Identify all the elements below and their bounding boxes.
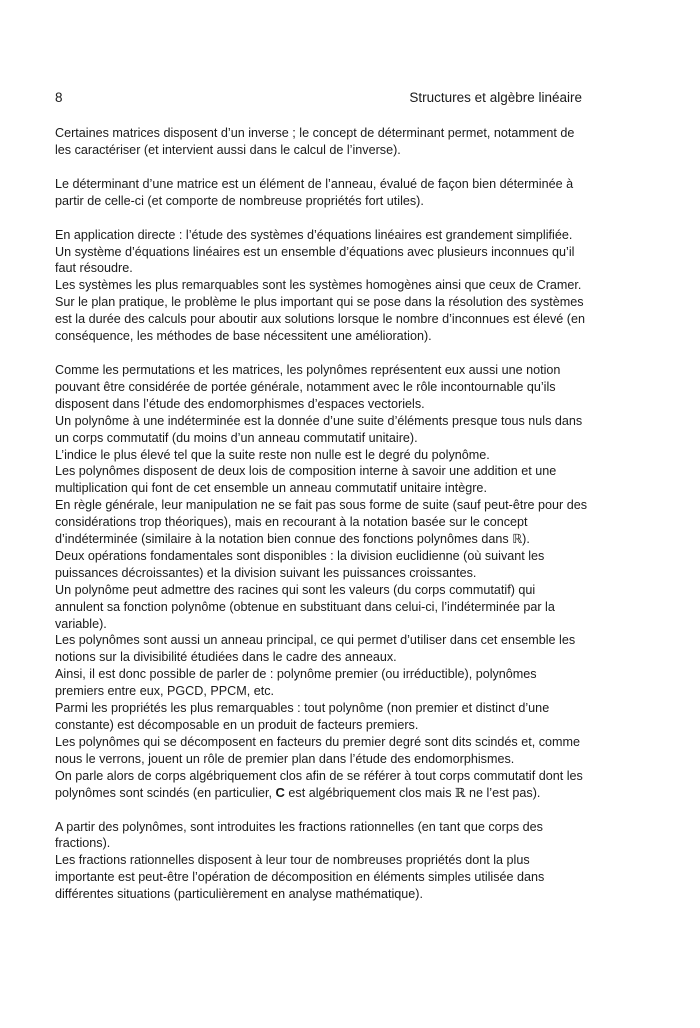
text-line: notions sur la divisibilité étudiées dans le cadre des anneaux. <box>55 650 397 665</box>
text-line: Les fractions rationnelles disposent à leur tour de nombreuses propriétés dont la plus <box>55 853 530 868</box>
real-numbers-symbol: ℝ <box>455 784 466 800</box>
page-body <box>55 125 595 920</box>
mixed-line-text: ne l’est pas). <box>465 785 541 800</box>
mixed-line-text: polynômes sont scindés (en particulier, <box>55 785 276 800</box>
text-line: En règle générale, leur manipulation ne se fait pas sous forme de suite (sauf peut-être pour des <box>55 498 588 513</box>
text-line: fractions). <box>55 836 111 851</box>
paragraph <box>55 227 595 345</box>
text-line: Les polynômes qui se décomposent en facteurs du premier degré sont dits scindés et, comme <box>55 734 581 749</box>
text-line: Parmi les propriétés les plus remarquables : tout polynôme (non premier et distinct d’une <box>55 701 550 716</box>
text-line: En application directe : l’étude des systèmes d’équations linéaires est grandement simplifiée. <box>55 227 573 242</box>
text-line: nous le verrons, jouent un rôle de premier plan dans l’étude des endomorphismes. <box>55 751 515 766</box>
text-line: Les polynômes sont aussi un anneau principal, ce qui permet d’utiliser dans cet ensemble les <box>55 633 576 648</box>
running-title: Structures et algèbre linéaire <box>409 90 582 105</box>
paragraph <box>55 819 595 904</box>
text-line: différentes situations (particulièrement en analyse mathématique). <box>55 887 423 902</box>
text-line: pouvant être considérée de portée générale, notamment avec le rôle incontournable qu’ils <box>55 379 556 394</box>
paragraph <box>55 125 595 159</box>
text-line: variable). <box>55 616 107 631</box>
text-line: Un système d’équations linéaires est un ensemble d’équations avec plusieurs inconnues qu’il <box>55 244 575 259</box>
text-line: Le déterminant d’une matrice est un élément de l’anneau, évalué de façon bien déterminée à <box>55 176 574 191</box>
text-line: L’indice le plus élevé tel que la suite reste non nulle est le degré du polynôme. <box>55 447 490 462</box>
text-line: Les polynômes disposent de deux lois de composition interne à savoir une addition et une <box>55 464 557 479</box>
text-line: Un polynôme à une indéterminée est la donnée d’une suite d’éléments presque tous nuls dans <box>55 413 583 428</box>
page-number: 8 <box>55 90 63 105</box>
text-line: Un polynôme peut admettre des racines qui sont les valeurs (du corps commutatif) qui <box>55 582 536 597</box>
text-line: importante est peut-être l’opération de décomposition en éléments simples utilisée dans <box>55 870 545 885</box>
text-line: Comme les permutations et les matrices, les polynômes représentent eux aussi une notion <box>55 362 561 377</box>
paragraph <box>55 176 595 210</box>
text-line: Les systèmes les plus remarquables sont les systèmes homogènes ainsi que ceux de Cramer. <box>55 278 582 293</box>
text-line: annulent sa fonction polynôme (obtenue en substituant dans celui-ci, l’indéterminée par la <box>55 599 555 614</box>
text-line: partir de celle-ci (et comporte de nombreuse propriétés fort utiles). <box>55 193 424 208</box>
text-line: d’indéterminée (similaire à la notation bien connue des fonctions polynômes dans ℝ). <box>55 532 530 547</box>
text-line: multiplication qui font de cet ensemble un anneau commutatif unitaire intègre. <box>55 481 487 496</box>
text-line: puissances décroissantes) et la division suivant les puissances croissantes. <box>55 565 477 580</box>
text-line: A partir des polynômes, sont introduites les fractions rationnelles (en tant que corps des <box>55 819 543 834</box>
page-header <box>55 90 582 110</box>
text-line: Sur le plan pratique, le problème le plus important qui se pose dans la résolution des systèmes <box>55 295 584 310</box>
text-line: On parle alors de corps algébriquement clos afin de se référer à tout corps commutatif dont les <box>55 768 583 783</box>
text-line: Certaines matrices disposent d’un inverse ; le concept de déterminant permet, notamment de <box>55 126 575 140</box>
text-line: Deux opérations fondamentales sont disponibles : la division euclidienne (où suivant les <box>55 548 545 563</box>
complex-numbers-symbol: C <box>275 784 285 800</box>
text-line: un corps commutatif (du moins d’un anneau commutatif unitaire). <box>55 430 418 445</box>
text-line: est la durée des calculs pour aboutir aux solutions lorsque le nombre d’inconnues est élevé (en <box>55 312 585 327</box>
text-line: constante) est décomposable en un produit de facteurs premiers. <box>55 718 419 732</box>
text-line: disposent dans l’étude des endomorphismes d’espaces vectoriels. <box>55 396 425 411</box>
text-line-with-symbols <box>55 785 595 802</box>
text-line: les caractériser (et intervient aussi dans le calcul de l’inverse). <box>55 142 401 157</box>
paragraph <box>55 362 595 802</box>
text-line: faut résoudre. <box>55 261 133 276</box>
text-line: considérations trop théoriques), mais en recourant à la notation basée sur le concept <box>55 515 528 530</box>
text-line: Ainsi, il est donc possible de parler de : polynôme premier (ou irréductible), polynômes <box>55 667 537 682</box>
text-line: conséquence, les méthodes de base nécessitent une amélioration). <box>55 329 432 344</box>
mixed-line-text: est algébriquement clos mais <box>284 785 456 800</box>
text-line: premiers entre eux, PGCD, PPCM, etc. <box>55 684 275 699</box>
